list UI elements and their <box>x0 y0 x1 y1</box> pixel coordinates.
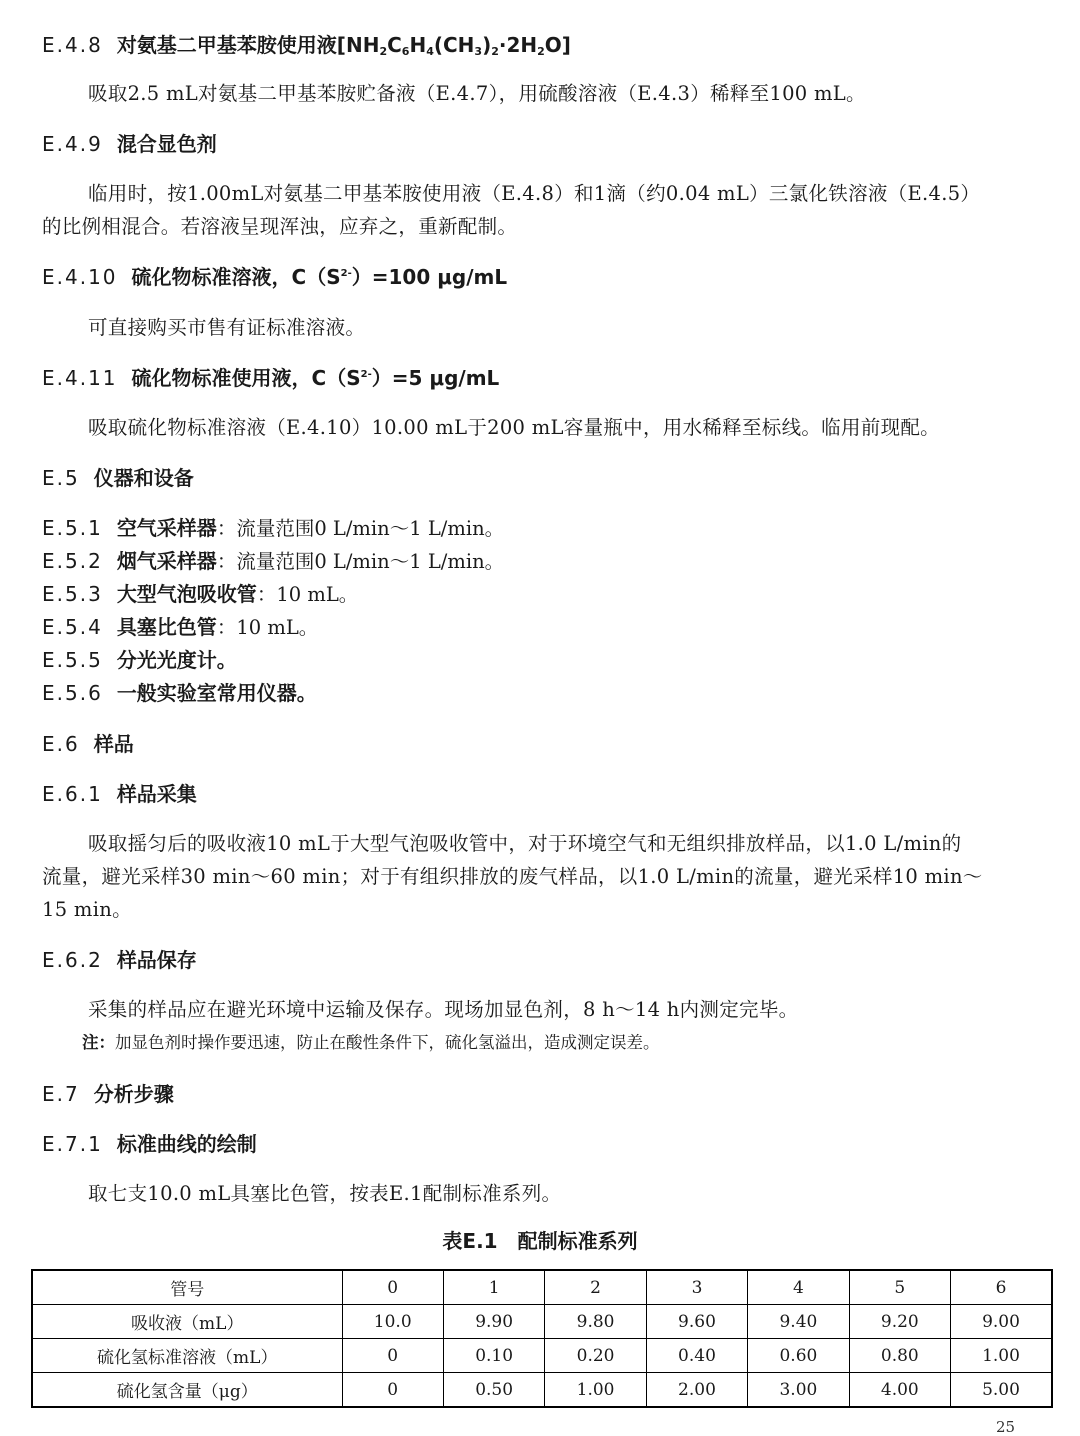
heading-e71 <box>42 1128 257 1157</box>
item-value: ：流量范围0 L/min～1 L/min。 <box>216 550 505 573</box>
table-cell: 2 <box>545 1270 646 1305</box>
item-label: 分光光度计。 <box>116 648 237 672</box>
table-cell: 0.40 <box>646 1339 747 1373</box>
table-cell: 2.00 <box>646 1373 747 1408</box>
item-label: 大型气泡吸收管 <box>116 582 257 606</box>
table-cell: 0.80 <box>849 1339 950 1373</box>
heading-e5 <box>42 462 194 491</box>
section-title: 样品 <box>93 732 134 756</box>
paragraph-e49-line1: 临用时，按1.00mL对氨基二甲基苯胺使用液（E.4.8）和1滴（约0.04 mL）三氯化铁溶液（E.4.5） <box>88 182 981 205</box>
section-title: 标准曲线的绘制 <box>116 1132 257 1156</box>
list-item <box>42 512 504 541</box>
paragraph-e49-line2: 的比例相混合。若溶液呈现浑浊，应弃之，重新配制。 <box>42 215 518 238</box>
table-row <box>32 1373 1052 1408</box>
section-number: E.4.11 <box>42 366 118 390</box>
section-title: 硫化物标准溶液，$C(S^{2-})=100$ μg/mL <box>131 265 508 289</box>
table-row <box>32 1339 1052 1373</box>
heading-e6 <box>42 728 134 757</box>
section-title: 样品保存 <box>116 948 197 972</box>
item-number: E.5.2 <box>42 549 103 573</box>
note-text: 加显色剂时操作要迅速，防止在酸性条件下，硫化氢溢出，造成测定误差。 <box>115 1033 660 1052</box>
table-cell: 0 <box>342 1339 443 1373</box>
table-cell: 4.00 <box>849 1373 950 1408</box>
heading-e7 <box>42 1078 174 1107</box>
paragraph-e411: 吸取硫化物标准溶液（E.4.10）10.00 mL于200 mL容量瓶中，用水稀释至标线。临用前现配。 <box>88 416 940 439</box>
section-number: E.4.8 <box>42 33 103 57</box>
section-number: E.4.10 <box>42 265 118 289</box>
item-label: 烟气采样器 <box>116 549 217 573</box>
item-value: ：流量范围0 L/min～1 L/min。 <box>216 517 505 540</box>
heading-e62 <box>42 944 197 973</box>
note-label: 注： <box>82 1033 115 1052</box>
table-cell: 9.60 <box>646 1305 747 1339</box>
item-label: 一般实验室常用仪器。 <box>116 681 317 705</box>
item-number: E.5.3 <box>42 582 103 606</box>
section-title: 分析步骤 <box>93 1082 174 1106</box>
table-cell: 10.0 <box>342 1305 443 1339</box>
section-title: 混合显色剂 <box>116 132 217 156</box>
table-row <box>32 1270 1052 1305</box>
table-cell: 6 <box>951 1270 1052 1305</box>
heading-e61 <box>42 778 197 807</box>
table-cell: 吸收液（mL） <box>32 1305 342 1339</box>
table-row <box>32 1305 1052 1339</box>
list-item <box>42 677 317 706</box>
table-cell: 9.90 <box>443 1305 544 1339</box>
section-title: 样品采集 <box>116 782 197 806</box>
standard-series-table <box>31 1269 1053 1408</box>
section-number: E.4.9 <box>42 132 103 156</box>
list-item <box>42 611 318 640</box>
section-number: E.5 <box>42 466 80 490</box>
paragraph-e410: 可直接购买市售有证标准溶液。 <box>88 316 366 339</box>
note <box>82 1029 660 1053</box>
paragraph-e62: 采集的样品应在避光环境中运输及保存。现场加显色剂，8 h～14 h内测定完毕。 <box>88 998 799 1021</box>
table-cell: 9.00 <box>951 1305 1052 1339</box>
list-item <box>42 578 358 607</box>
item-number: E.5.1 <box>42 516 103 540</box>
heading-e48 <box>42 29 571 58</box>
heading-e410 <box>42 261 507 290</box>
table-cell: 5 <box>849 1270 950 1305</box>
paragraph-e48: 吸取2.5 mL对氨基二甲基苯胺贮备液（E.4.7），用硫酸溶液（E.4.3）稀释至100 mL。 <box>88 82 866 105</box>
table-cell: 0 <box>342 1373 443 1408</box>
section-title: 硫化物标准使用液，$C(S^{2-})=5$ μg/mL <box>131 366 500 390</box>
section-title: 对氨基二甲基苯胺使用液$[NH_2C_6H_4(CH_3)_2\cdot 2H_2O]$ <box>116 33 571 58</box>
table-cell: 0.60 <box>748 1339 849 1373</box>
table-cell: 0.10 <box>443 1339 544 1373</box>
item-label: 具塞比色管 <box>116 615 217 639</box>
table-cell: 1.00 <box>545 1373 646 1408</box>
table-caption: 表E.1 配制标准系列 <box>442 1229 638 1253</box>
section-title: 仪器和设备 <box>93 466 194 490</box>
item-number: E.5.4 <box>42 615 103 639</box>
page-number: 25 <box>996 1418 1016 1436</box>
section-number: E.6 <box>42 732 80 756</box>
paragraph-e61-line3: 15 min。 <box>42 898 132 921</box>
section-number: E.7.1 <box>42 1132 103 1156</box>
item-label: 空气采样器 <box>116 516 217 540</box>
table-cell: 1.00 <box>951 1339 1052 1373</box>
table-cell: 硫化氢标准溶液（mL） <box>32 1339 342 1373</box>
item-value: ：10 mL。 <box>256 583 359 606</box>
heading-e49 <box>42 128 217 157</box>
table-cell: 0.50 <box>443 1373 544 1408</box>
table-cell: 3.00 <box>748 1373 849 1408</box>
paragraph-e61-line1: 吸取摇匀后的吸收液10 mL于大型气泡吸收管中，对于环境空气和无组织排放样品，以1.0 L/min的 <box>88 832 962 855</box>
item-value: ：10 mL。 <box>216 616 319 639</box>
paragraph-e71: 取七支10.0 mL具塞比色管，按表E.1配制标准系列。 <box>88 1182 562 1205</box>
section-number: E.7 <box>42 1082 80 1106</box>
table-cell: 管号 <box>32 1270 342 1305</box>
table-cell: 9.40 <box>748 1305 849 1339</box>
section-number: E.6.2 <box>42 948 103 972</box>
paragraph-e61-line2: 流量，避光采样30 min～60 min；对于有组织排放的废气样品，以1.0 L/min的流量，避光采样10 min～ <box>42 865 983 888</box>
table-cell: 0 <box>342 1270 443 1305</box>
table-cell: 5.00 <box>951 1373 1052 1408</box>
item-number: E.5.5 <box>42 648 103 672</box>
item-number: E.5.6 <box>42 681 103 705</box>
list-item <box>42 644 237 673</box>
table-cell: 3 <box>646 1270 747 1305</box>
list-item <box>42 545 504 574</box>
table-cell: 1 <box>443 1270 544 1305</box>
table-cell: 4 <box>748 1270 849 1305</box>
table-cell: 9.80 <box>545 1305 646 1339</box>
table-cell: 硫化氢含量（μg） <box>32 1373 342 1408</box>
section-number: E.6.1 <box>42 782 103 806</box>
table-cell: 9.20 <box>849 1305 950 1339</box>
heading-e411 <box>42 362 499 391</box>
table-cell: 0.20 <box>545 1339 646 1373</box>
